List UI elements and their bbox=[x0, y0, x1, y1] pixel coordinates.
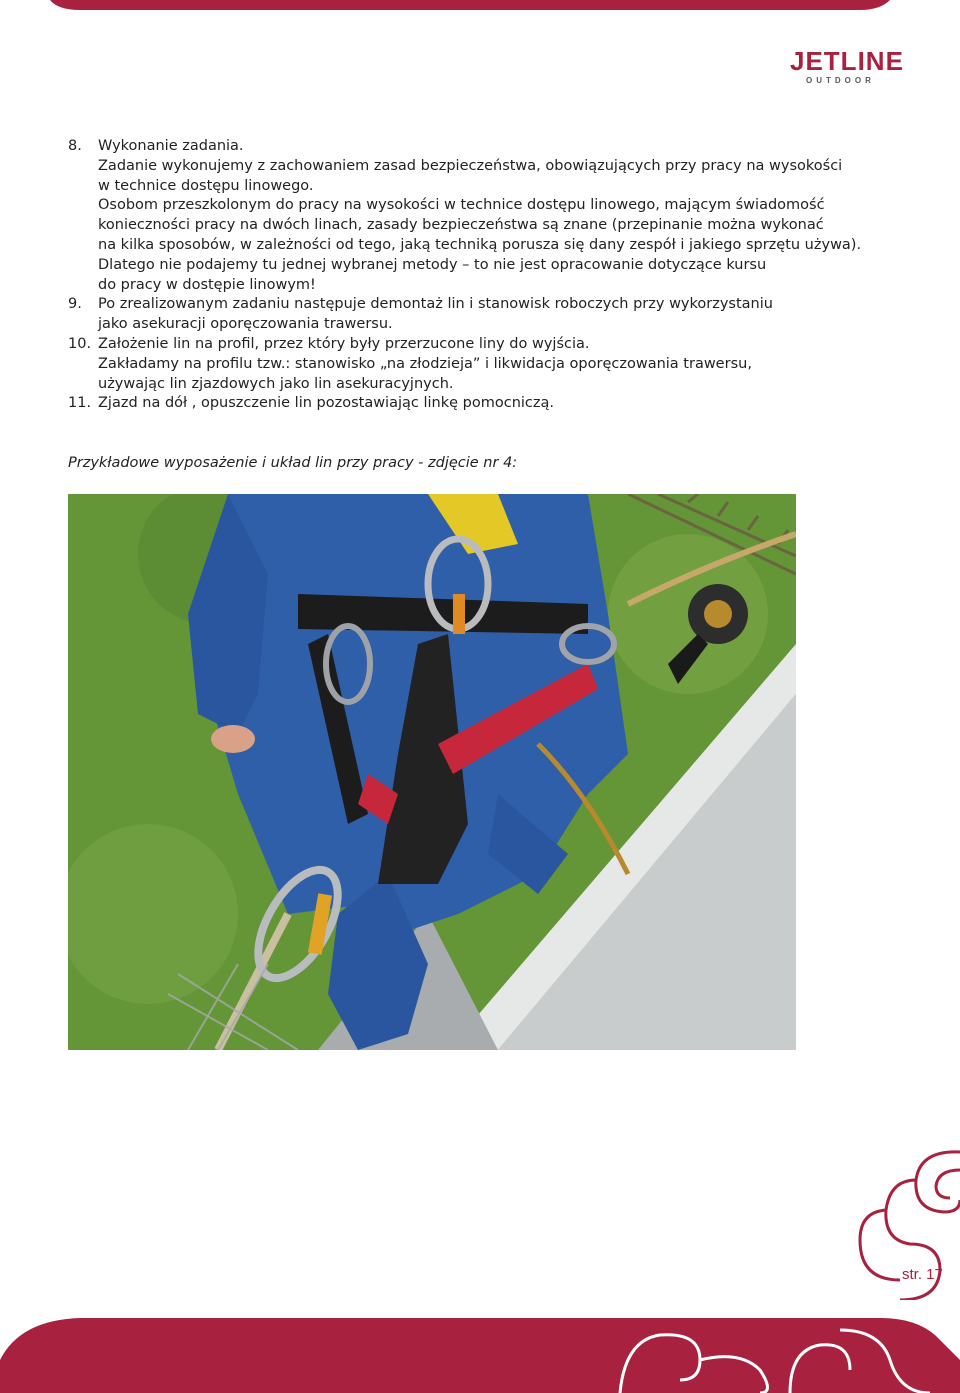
item-number: 10. bbox=[68, 335, 92, 352]
rope-access-photo bbox=[68, 494, 796, 1050]
item-number: 8. bbox=[68, 138, 82, 154]
item-text: Wykonanie zadania. Zadanie wykonujemy z zachowaniem zasad bezpieczeństwa, obowiązujących przy pracy na wysokości w technice dostępu linowego. Osobom przeszkolonym do pracy na wysokości w technice dostępu linowego, mającym świadomość konieczności pracy na dwóch linach, zasady bezpieczeństwa są znane (przepinanie można wykonać na kilka sposobów, w zależności od tego, jaką techniką porusza się dany zespół i jakiego sprzętu używa). Dlatego nie podajemy tu jednej wybranej metody – to nie jest opracowanie dotyczące kursu do pracy w dostępie linowym! bbox=[98, 138, 862, 293]
item-text: Zjazd na dół , opuszczenie lin pozostawiając linkę pomocniczą. bbox=[98, 395, 554, 412]
top-decorative-band bbox=[0, 0, 960, 12]
brand-logo bbox=[790, 48, 902, 85]
brand-subtitle: OUTDOOR bbox=[806, 76, 875, 85]
bottom-decorative-band bbox=[0, 1300, 960, 1393]
item-text: Po zrealizowanym zadaniu następuje demontaż lin i stanowisk roboczych przy wykorzystaniu jako asekuracji oporęczowania trawersu. bbox=[98, 296, 773, 333]
photo-caption: Przykładowe wyposażenie i układ lin przy pracy - zdjęcie nr 4: bbox=[68, 455, 518, 471]
list-item bbox=[68, 137, 868, 295]
item-number: 11. bbox=[68, 395, 92, 412]
instruction-list bbox=[68, 137, 868, 414]
page-number: str. 17 bbox=[902, 1266, 943, 1283]
brand-name: JETLINE bbox=[790, 46, 904, 76]
list-item bbox=[68, 295, 868, 335]
item-number: 9. bbox=[68, 296, 82, 313]
item-text: Założenie lin na profil, przez który były przerzucone liny do wyjścia. Zakładamy na profilu tzw.: stanowisko „na złodzieja” i likwidacja oporęczowania trawersu, używając lin zjazdowych jako lin asekuracyjnych. bbox=[98, 335, 752, 392]
list-item bbox=[68, 335, 868, 394]
list-item bbox=[68, 394, 868, 414]
